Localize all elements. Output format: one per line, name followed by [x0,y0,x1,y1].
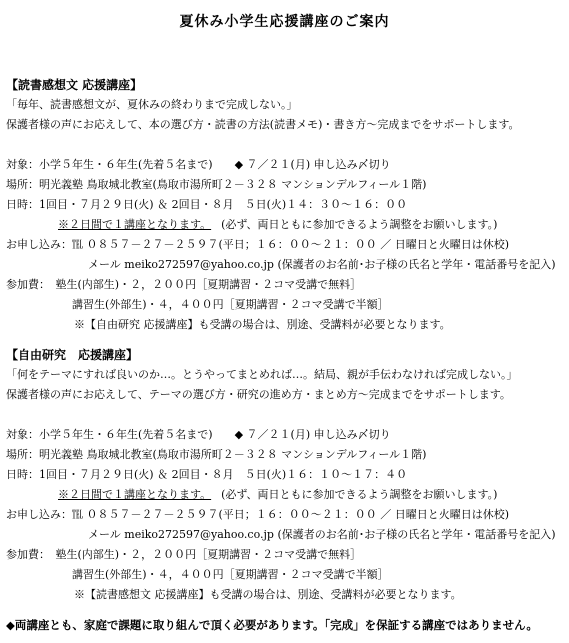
section2-apply: お申し込み：℡ ０８５７－２７－２５９７(平日；１６：００～２１：００ ／ 日曜日と火曜日は休校) [6,508,510,521]
section1-header: 【読書感想文 応援講座】 [6,78,143,92]
footer-notice: ◆両講座とも、家庭で課題に取り組んで頂く必要があります。「完成」を保証する講座ではありません。 [6,618,538,632]
section2-header: 【自由研究 応援講座】 [6,348,139,362]
section2-note-underlined: ※２日間で１講座となります。 [58,488,212,501]
section1-dates: 日時：1回目・７月２９日(火) ＆ 2回目・８月 ５日(火)１４：３０～１６：００ [6,198,408,211]
section1-fee-member: 参加費： 塾生(内部生)・２，２００円［夏期講習・２コマ受講で無料］ [6,278,362,291]
section2-mail: メール meiko272597@yahoo.co.jp (保護者のお名前･お子様の氏名と学年・電話番号を記入) [88,528,556,541]
section2-dates: 日時：1回目・７月２９日(火) ＆ 2回目・８月 ５日(火)１６：１０～１７：４０ [6,468,408,481]
section1-intro: 保護者様の声にお応えして、本の選び方・読書の方法(読書メモ)・書き方～完成までをサポートします。 [6,118,520,131]
section2-intro: 保護者様の声にお応えして、テーマの選び方・研究の進め方・まとめ方～完成までをサポートします。 [6,388,511,401]
section1-note [58,218,497,232]
section1-fee-note: ※【自由研究 応援講座】も受講の場合は、別途、受講料が必要となります。 [74,318,451,331]
section1-apply: お申し込み：℡ ０８５７－２７－２５９７(平日；１６：００～２１：００ ／ 日曜日と火曜日は休校) [6,238,510,251]
section1-place: 場所：明光義塾 鳥取城北教室(鳥取市湯所町２－３２８ マンションデルフィール１階) [6,178,427,191]
section2-fee-member: 参加費： 塾生(内部生)・２，２００円［夏期講習・２コマ受講で無料］ [6,548,362,561]
section2-note-rest: (必ず、両日ともに参加できるよう調整をお願いします。) [221,488,498,501]
section2-fee-external: 講習生(外部生)・４，４００円［夏期講習・２コマ受講で半額］ [72,568,389,581]
section1-mail: メール meiko272597@yahoo.co.jp (保護者のお名前･お子様の氏名と学年・電話番号を記入) [88,258,556,271]
section2-note [58,488,497,502]
section1-note-rest: (必ず、両日ともに参加できるよう調整をお願いします。) [221,218,498,231]
section1-target: 対象：小学５年生・６年生(先着５名まで) ◆ ７／２１(月) 申し込み〆切り [6,158,391,171]
page-title: 夏休み小学生応援講座のご案内 [179,14,390,30]
section2-fee-note: ※【読書感想文 応援講座】も受講の場合は、別途、受講料が必要となります。 [74,588,462,601]
section1-quote: 「毎年、読書感想文が、夏休みの終わりまで完成しない。」 [6,98,298,111]
section1-note-underlined: ※２日間で１講座となります。 [58,218,212,231]
section2-quote: 「何をテーマにすれば良いのか…。とうやってまとめれば…。結局、親が手伝わなければ完成しない。」 [6,368,518,381]
section2-place: 場所：明光義塾 鳥取城北教室(鳥取市湯所町２－３２８ マンションデルフィール１階) [6,448,427,461]
section1-fee-external: 講習生(外部生)・４，４００円［夏期講習・２コマ受講で半額］ [72,298,389,311]
section2-target: 対象：小学５年生・６年生(先着５名まで) ◆ ７／２１(月) 申し込み〆切り [6,428,391,441]
